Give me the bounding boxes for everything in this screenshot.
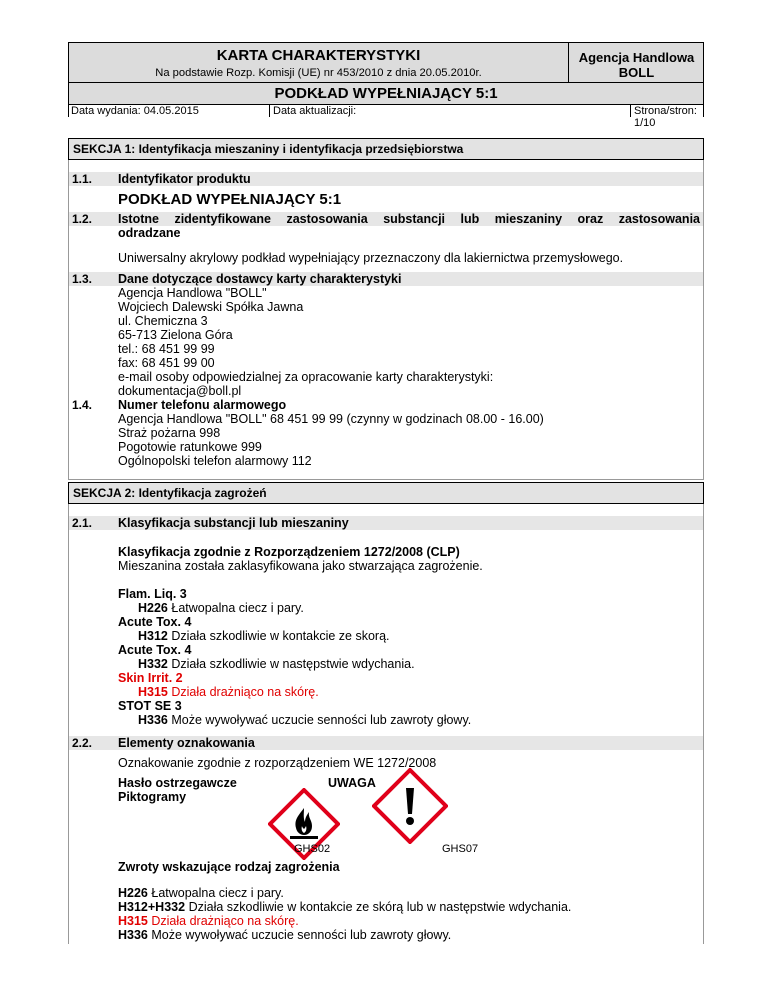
- update-date: Data aktualizacji:: [273, 105, 357, 117]
- subsection-title: Elementy oznakowania: [118, 736, 255, 750]
- subsection-number: 1.4.: [72, 398, 93, 412]
- emergency-line: Ogólnopolski telefon alarmowy 112: [118, 454, 312, 468]
- supplier-line: e-mail osoby odpowiedzialnej za opracowanie karty charakterystyki:: [118, 370, 494, 384]
- supplier-line: Agencja Handlowa "BOLL": [118, 286, 267, 300]
- subsection-number: 1.2.: [72, 212, 93, 226]
- hazard-statement: [118, 629, 471, 643]
- hazard-statement: [118, 685, 471, 699]
- subsection-title: Numer telefonu alarmowego: [118, 398, 287, 412]
- section-border-right: [703, 504, 704, 944]
- h-text: Może wywoływać uczucie senności lub zawroty głowy.: [171, 713, 472, 727]
- issue-date: Data wydania: 04.05.2015: [71, 105, 199, 117]
- header-dates-row: [69, 105, 703, 129]
- hazard-statement: [118, 900, 571, 914]
- hazard-statement: [118, 928, 571, 942]
- supplier-line: tel.: 68 451 99 99: [118, 342, 215, 356]
- h-code: H315: [118, 914, 148, 928]
- regulation-reference: Na podstawie Rozp. Komisji (UE) nr 453/2010 z dnia 20.05.2010r.: [155, 67, 482, 79]
- section-border-bottom: [68, 479, 704, 480]
- h-text: Łatwopalna ciecz i pary.: [151, 886, 284, 900]
- page-number: Strona/stron: 1/10: [634, 105, 697, 129]
- company-name: Agencja Handlowa BOLL: [578, 50, 695, 80]
- subsection-title: Identyfikator produktu: [118, 172, 251, 186]
- signal-word: UWAGA: [328, 776, 376, 790]
- subsection-title: Dane dotyczące dostawcy karty charakterystyki: [118, 272, 402, 286]
- hazard-class: Acute Tox. 4: [118, 643, 192, 657]
- h-text: Działa szkodliwie w kontakcie ze skorą.: [171, 629, 390, 643]
- clp-classification-text: Mieszanina została zaklasyfikowana jako stwarzająca zagrożenie.: [118, 559, 483, 573]
- classification-list: [118, 587, 471, 727]
- header-top-row: [69, 43, 703, 83]
- identified-uses-text: Uniwersalny akrylowy podkład wypełniający przeznaczony dla lakiernictwa przemysłowego.: [118, 251, 624, 265]
- hazard-class: STOT SE 3: [118, 699, 182, 713]
- emergency-numbers: [118, 412, 544, 468]
- supplier-line: 65-713 Zielona Góra: [118, 328, 233, 342]
- subsection-number: 2.1.: [72, 516, 93, 530]
- signal-word-label: Hasło ostrzegawcze: [118, 776, 237, 790]
- hazard-class: Flam. Liq. 3: [118, 587, 187, 601]
- emergency-line: Pogotowie ratunkowe 999: [118, 440, 262, 454]
- h-code: H336: [138, 713, 168, 727]
- section-border-right: [703, 160, 704, 480]
- product-identifier: PODKŁAD WYPEŁNIAJĄCY 5:1: [118, 191, 342, 208]
- clp-classification-label: Klasyfikacja zgodnie z Rozporządzeniem 1272/2008 (CLP): [118, 545, 460, 559]
- hazard-statements-title: Zwroty wskazujące rodzaj zagrożenia: [118, 860, 340, 874]
- emergency-line: Agencja Handlowa "BOLL" 68 451 99 99 (czynny w godzinach 08.00 - 16.00): [118, 412, 544, 426]
- h-text: Działa szkodliwie w kontakcie ze skórą lub w następstwie wdychania.: [188, 900, 572, 914]
- product-name-header: PODKŁAD WYPEŁNIAJĄCY 5:1: [69, 83, 703, 105]
- section-border-left: [68, 504, 69, 944]
- hazard-statements-list: [118, 886, 571, 942]
- labelling-regulation: Oznakowanie zgodnie z rozporządzeniem WE 1272/2008: [118, 756, 437, 770]
- hazard-class: Skin Irrit. 2: [118, 671, 183, 685]
- section-border-left: [68, 160, 69, 480]
- supplier-details: [118, 286, 493, 398]
- subsection-title: Istotne zidentyfikowane zastosowania substancji lub mieszaniny oraz zastosowania: [118, 212, 700, 226]
- hazard-statement: [118, 657, 471, 671]
- ghs07-label: GHS07: [442, 843, 479, 855]
- subsection-title-cont: odradzane: [118, 226, 181, 240]
- document-title: KARTA CHARAKTERYSTYKI: [216, 47, 421, 64]
- document-header: [68, 42, 704, 129]
- supplier-line: Wojciech Dalewski Spółka Jawna: [118, 300, 304, 314]
- section-2-heading: SEKCJA 2: Identyfikacja zagrożeń: [68, 482, 704, 504]
- header-divider: [630, 105, 631, 117]
- h-code: H312+H332: [118, 900, 186, 914]
- hazard-statement: [118, 886, 571, 900]
- subsection-number: 2.2.: [72, 736, 93, 750]
- h-text: Może wywoływać uczucie senności lub zawroty głowy.: [151, 928, 452, 942]
- supplier-line: ul. Chemiczna 3: [118, 314, 208, 328]
- ghs07-exclamation-icon: [372, 768, 448, 844]
- pictograms-label: Piktogramy: [118, 790, 187, 804]
- hazard-statement: [118, 713, 471, 727]
- section-1-heading: SEKCJA 1: Identyfikacja mieszaniny i identyfikacja przedsiębiorstwa: [68, 138, 704, 160]
- supplier-email: dokumentacja@boll.pl: [118, 384, 242, 398]
- supplier-line: fax: 68 451 99 00: [118, 356, 215, 370]
- subsection-number: 1.3.: [72, 272, 93, 286]
- h-code: H226: [138, 601, 168, 615]
- h-text: Działa szkodliwie w następstwie wdychania.: [171, 657, 415, 671]
- h-code: H336: [118, 928, 148, 942]
- h-text: Działa drażniąco na skórę.: [171, 685, 319, 699]
- subsection-title: Klasyfikacja substancji lub mieszaniny: [118, 516, 349, 530]
- h-text: Działa drażniąco na skórę.: [151, 914, 299, 928]
- hazard-class: Acute Tox. 4: [118, 615, 192, 629]
- ghs02-label: GHS02: [294, 843, 331, 855]
- h-code: H312: [138, 629, 168, 643]
- h-code: H315: [138, 685, 168, 699]
- header-divider: [269, 105, 270, 117]
- h-code: H226: [118, 886, 148, 900]
- hazard-statement: [118, 914, 571, 928]
- h-text: Łatwopalna ciecz i pary.: [171, 601, 304, 615]
- subsection-number: 1.1.: [72, 172, 93, 186]
- hazard-statement: [118, 601, 471, 615]
- emergency-line: Straż pożarna 998: [118, 426, 221, 440]
- h-code: H332: [138, 657, 168, 671]
